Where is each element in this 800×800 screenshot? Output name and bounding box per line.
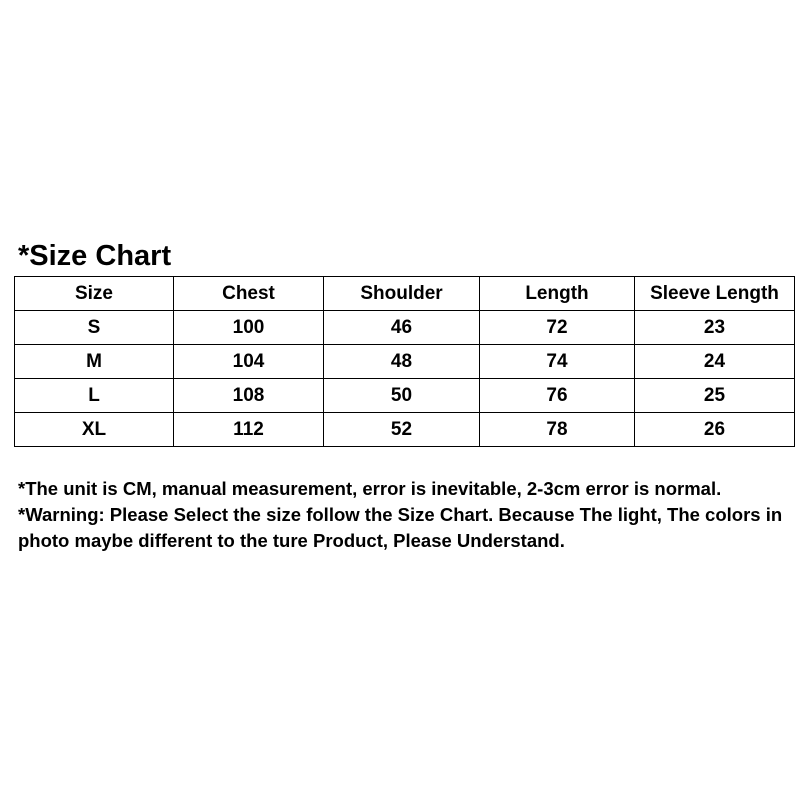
cell-chest: 112 [174, 413, 324, 447]
header-size: Size [15, 277, 174, 311]
unit-note: *The unit is CM, manual measurement, error is inevitable, 2-3cm error is normal. [18, 478, 722, 499]
size-chart-title: *Size Chart [18, 240, 172, 272]
cell-shoulder: 50 [324, 379, 480, 413]
cell-shoulder: 52 [324, 413, 480, 447]
cell-sleeve-length: 24 [635, 345, 795, 379]
cell-sleeve-length: 25 [635, 379, 795, 413]
cell-size: XL [15, 413, 174, 447]
table-row [15, 379, 795, 413]
cell-length: 76 [480, 379, 635, 413]
table-row [15, 413, 795, 447]
cell-chest: 104 [174, 345, 324, 379]
cell-length: 78 [480, 413, 635, 447]
cell-chest: 100 [174, 311, 324, 345]
notes-section [18, 476, 794, 554]
cell-chest: 108 [174, 379, 324, 413]
warning-note: *Warning: Please Select the size follow the Size Chart. Because The light, The colors in photo maybe different to the ture Product, Please Understand. [18, 504, 783, 551]
header-sleeve-length: Sleeve Length [635, 277, 795, 311]
cell-sleeve-length: 23 [635, 311, 795, 345]
cell-size: S [15, 311, 174, 345]
cell-sleeve-length: 26 [635, 413, 795, 447]
header-shoulder: Shoulder [324, 277, 480, 311]
cell-length: 72 [480, 311, 635, 345]
table-row [15, 311, 795, 345]
cell-length: 74 [480, 345, 635, 379]
cell-size: L [15, 379, 174, 413]
cell-size: M [15, 345, 174, 379]
header-chest: Chest [174, 277, 324, 311]
header-length: Length [480, 277, 635, 311]
table-header-row [15, 277, 795, 311]
cell-shoulder: 48 [324, 345, 480, 379]
size-chart-table [14, 276, 795, 447]
table-row [15, 345, 795, 379]
cell-shoulder: 46 [324, 311, 480, 345]
